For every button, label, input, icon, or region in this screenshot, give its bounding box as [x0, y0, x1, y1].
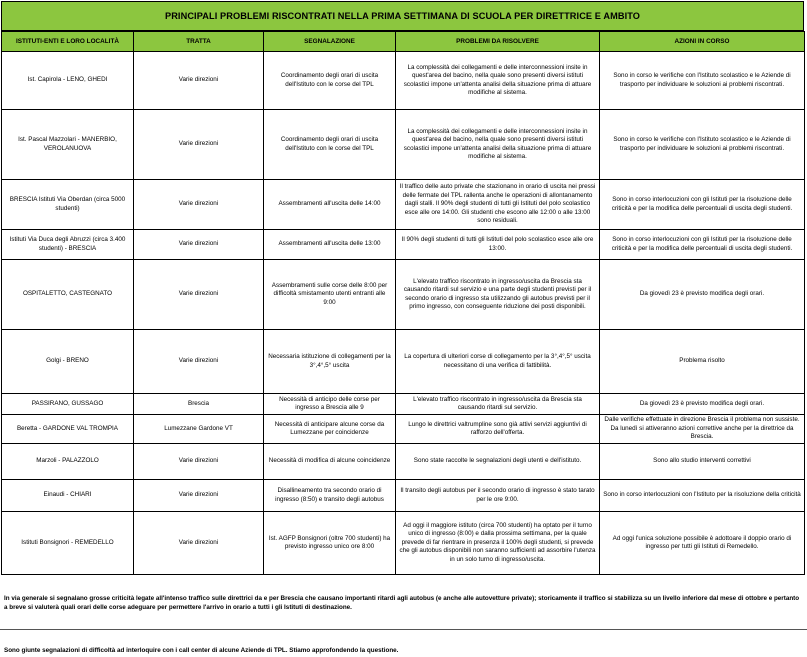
table-row: [2, 415, 805, 444]
cell-tratta: Varie direzioni: [134, 52, 264, 110]
cell-problemi: La complessità dei collegamenti e delle interconnessioni insite in quest'area del bacino, nella quale sono presenti diversi istituti scolastici impone un'attenta analisi della situazione prima di attuare modifiche al sistema.: [396, 52, 600, 110]
cell-istituto: Beretta - GARDONE VAL TROMPIA: [2, 415, 134, 444]
cell-segnalazione: Assembramenti all'uscita delle 14:00: [264, 180, 396, 230]
cell-azioni: Dalle verifiche effettuate in direzione Brescia il problema non sussiste. Da lunedì si attiveranno azioni correttive anche per la direttrice da Brescia.: [600, 415, 805, 444]
cell-segnalazione: Assembramenti all'uscita delle 13:00: [264, 230, 396, 260]
cell-problemi: Sono state raccolte le segnalazioni degli utenti e dell'istituto.: [396, 444, 600, 480]
problems-table: [1, 31, 805, 575]
cell-problemi: La copertura di ulteriori corse di collegamento per la 3°,4°,5° uscita necessitano di una verifica di fattibilità.: [396, 330, 600, 394]
cell-istituto: Istituti Bonsignori - REMEDELLO: [2, 512, 134, 575]
header-row: [2, 32, 805, 52]
cell-azioni: Da giovedì 23 è previsto modifica degli orari.: [600, 394, 805, 415]
cell-istituto: Golgi - BRENO: [2, 330, 134, 394]
table-row: [2, 330, 805, 394]
cell-tratta: Varie direzioni: [134, 180, 264, 230]
cell-problemi: Il transito degli autobus per il secondo orario di ingresso è stato tarato per le ore 9:00.: [396, 480, 600, 512]
table-row: [2, 444, 805, 480]
cell-tratta: Brescia: [134, 394, 264, 415]
table-row: [2, 230, 805, 260]
cell-azioni: Da giovedì 23 è previsto modifica degli orari.: [600, 260, 805, 330]
cell-azioni: Sono allo studio interventi correttivi: [600, 444, 805, 480]
table-row: [2, 480, 805, 512]
cell-tratta: Lumezzane Gardone VT: [134, 415, 264, 444]
table-row: [2, 180, 805, 230]
cell-problemi: Lungo le direttrici valtrumpline sono già attivi servizi aggiuntivi di rafforzo dell'offerta.: [396, 415, 600, 444]
col-header-tratta: TRATTA: [134, 32, 264, 52]
cell-problemi: Il traffico delle auto private che stazionano in orario di uscita nei pressi delle fermate del TPL rallenta anche le operazioni di allontanamento dagli stalli. Il 90% degli studenti di tutti gli Istituti del polo scolastico esce alle ore 14:00. Gli studenti che escono alle 12:00 o alle 13:00 sono residuali.: [396, 180, 600, 230]
cell-azioni: Sono in corso interlocuzioni con l'Istituto per la risoluzione della criticità: [600, 480, 805, 512]
cell-segnalazione: Coordinamento degli orari di uscita dell'Istituto con le corse del TPL: [264, 110, 396, 180]
divider: [0, 629, 807, 630]
table-row: [2, 260, 805, 330]
cell-problemi: Il 90% degli studenti di tutti gli Istituti del polo scolastico esce alle ore 13:00.: [396, 230, 600, 260]
cell-tratta: Varie direzioni: [134, 330, 264, 394]
cell-segnalazione: Necessità di anticipare alcune corse da Lumezzane per coincidenze: [264, 415, 396, 444]
cell-istituto: Marzoli - PALAZZOLO: [2, 444, 134, 480]
cell-istituto: BRESCIA Istituti Via Oberdan (circa 5000 studenti): [2, 180, 134, 230]
cell-istituto: Ist. Capirola - LENO, GHEDI: [2, 52, 134, 110]
cell-segnalazione: Necessaria istituzione di collegamenti per la 3°,4°,5° uscita: [264, 330, 396, 394]
col-header-problemi: PROBLEMI DA RISOLVERE: [396, 32, 600, 52]
footer-note-traffic: In via generale si segnalano grosse criticità legate all'intenso traffico sulle direttrici da e per Brescia che causano importanti ritardi agli autobus (e anche alle autovetture private); storicamente il traffico si stabilizza su un livello inferiore dal mese di ottobre e pertanto a breve si valuterà quali orari delle corse adeguare per permettere l'arrivo in orario a tutti i gli Istituti di destinazione.: [4, 595, 800, 611]
col-header-istituti: ISTITUTI-ENTI E LORO LOCALITÀ: [2, 32, 134, 52]
cell-azioni: Sono in corso interlocuzioni con gli Istituti per la risoluzione delle criticità e per la modifica delle percentuali di uscita degli studenti.: [600, 230, 805, 260]
cell-azioni: Problema risolto: [600, 330, 805, 394]
cell-tratta: Varie direzioni: [134, 230, 264, 260]
cell-segnalazione: Ist. AGFP Bonsignori (oltre 700 studenti) ha previsto ingresso unico ore 8:00: [264, 512, 396, 575]
cell-tratta: Varie direzioni: [134, 512, 264, 575]
table-row: [2, 512, 805, 575]
cell-problemi: L'elevato traffico riscontrato in ingresso/uscita da Brescia sta causando ritardi sul servizio e una parte degli studenti previsti per il secondo orario di ingresso sta utilizzando gli autobus previsti per il primo ingresso, con conseguente riduzione dei posti disponibili.: [396, 260, 600, 330]
cell-tratta: Varie direzioni: [134, 480, 264, 512]
cell-istituto: Einaudi - CHIARI: [2, 480, 134, 512]
cell-problemi: L'elevato traffico riscontrato in ingresso/uscita da Brescia sta causando ritardi sul servizio.: [396, 394, 600, 415]
cell-istituto: OSPITALETTO, CASTEGNATO: [2, 260, 134, 330]
table-row: [2, 110, 805, 180]
col-header-segnalazione: SEGNALAZIONE: [264, 32, 396, 52]
cell-azioni: Sono in corso interlocuzioni con gli Istituti per la risoluzione delle criticità e per la modifica delle percentuali di uscita degli studenti.: [600, 180, 805, 230]
cell-istituto: Ist. Pascal Mazzolari - MANERBIO, VEROLANUOVA: [2, 110, 134, 180]
table-title: PRINCIPALI PROBLEMI RISCONTRATI NELLA PRIMA SETTIMANA DI SCUOLA PER DIRETTRICE E AMBITO: [1, 1, 804, 31]
table-row: [2, 394, 805, 415]
cell-istituto: PASSIRANO, GUSSAGO: [2, 394, 134, 415]
col-header-azioni: AZIONI IN CORSO: [600, 32, 805, 52]
cell-segnalazione: Necessità di anticipo delle corse per ingresso a Brescia alle 9: [264, 394, 396, 415]
cell-segnalazione: Disallineamento tra secondo orario di ingresso (8:50) e transito degli autobus: [264, 480, 396, 512]
cell-problemi: La complessità dei collegamenti e delle interconnessioni insite in quest'area del bacino, nella quale sono presenti diversi istituti scolastici impone un'attenta analisi della situazione prima di attuare modifiche al sistema.: [396, 110, 600, 180]
cell-azioni: Sono in corso le verifiche con l'Istituto scolastico e le Aziende di trasporto per individuare le soluzioni ai problemi riscontrati.: [600, 52, 805, 110]
cell-azioni: Ad oggi l'unica soluzione possibile è adottoare il doppio orario di ingresso per tutti gli Istituti di Remedello.: [600, 512, 805, 575]
cell-istituto: Istituti Via Duca degli Abruzzi (circa 3.400 studenti) - BRESCIA: [2, 230, 134, 260]
cell-tratta: Varie direzioni: [134, 110, 264, 180]
cell-azioni: Sono in corso le verifiche con l'Istituto scolastico e le Aziende di trasporto per individuare le soluzioni ai problemi riscontrati.: [600, 110, 805, 180]
table-row: [2, 52, 805, 110]
cell-problemi: Ad oggi il maggiore istituto (circa 700 studenti) ha optato per il turno unico di ingresso (8:00) e dalla prossima settimana, per la quale prevede di far rientrare in presenza il 100% degli studenti, si prevede che gli autobus disponibili non saranno sufficienti ad assorbire l'utenza in un solo turno di ingresso/uscita.: [396, 512, 600, 575]
cell-tratta: Varie direzioni: [134, 260, 264, 330]
cell-tratta: Varie direzioni: [134, 444, 264, 480]
footer-note-call-center: Sono giunte segnalazioni di difficoltà ad interloquire con i call center di alcune Aziende di TPL. Stiamo approfondendo la questione.: [4, 647, 399, 654]
cell-segnalazione: Assembramenti sulle corse delle 8:00 per difficoltà smistamento utenti entranti alle 9:00: [264, 260, 396, 330]
cell-segnalazione: Coordinamento degli orari di uscita dell'Istituto con le corse del TPL: [264, 52, 396, 110]
cell-segnalazione: Necessità di modifica di alcune coincidenze: [264, 444, 396, 480]
